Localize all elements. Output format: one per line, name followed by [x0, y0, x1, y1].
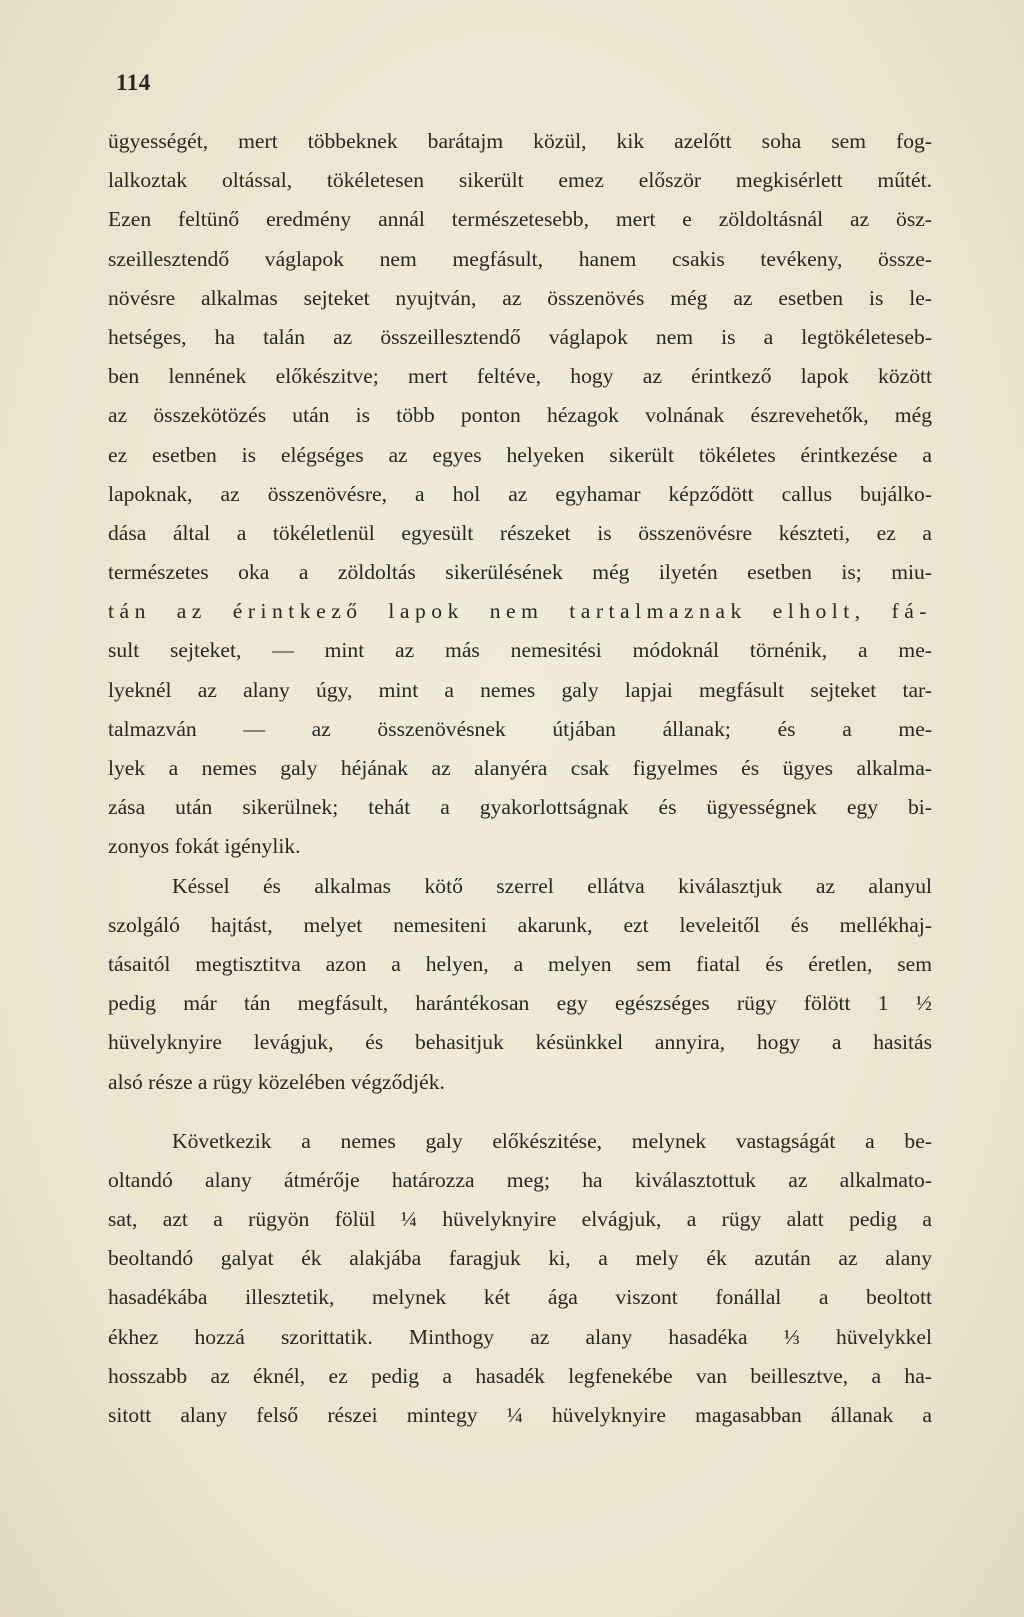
text-line: hetséges, ha talán az összeillesztendő váglapok nem is a legtökéleteseb-: [108, 324, 932, 349]
text-line: hasadékába illesztetik, melynek két ága viszont fonállal a beoltott: [108, 1285, 932, 1310]
text-line: növésre alkalmas sejteket nyujtván, az összenövés még az esetben is le-: [108, 285, 932, 310]
text-line: lyek a nemes galy héjának az alanyéra csak figyelmes és ügyes alkalma-: [108, 756, 932, 780]
text-line: pedig már tán megfásult, harántékosan egy egészséges rügy fölött 1 ½: [108, 991, 932, 1016]
paragraph-gap: [108, 1102, 932, 1122]
text-line: hüvelyknyire levágjuk, és behasitjuk késünkkel annyira, hogy a hasitás: [108, 1030, 932, 1055]
text-line: lalkoztak oltással, tökéletesen sikerült emez először megkisérlett műtét.: [108, 168, 932, 193]
text-line: szeillesztendő váglapok nem megfásult, hanem csakis tevékeny, össze-: [108, 246, 932, 271]
paragraph-2: [108, 867, 932, 1102]
text-line: ékhez hozzá szorittatik. Minthogy az alany hasadéka ⅓ hüvelykkel: [108, 1324, 932, 1349]
text-line: dása által a tökéletlenül egyesült részeket is összenövésre készteti, ez a: [108, 520, 932, 545]
body-text: [108, 122, 932, 1435]
page-number: 114: [116, 70, 151, 95]
text-line: lapoknak, az összenövésre, a hol az egyhamar képződött callus bujálko-: [108, 481, 932, 506]
text-line-spaced: tán az érintkező lapok nem tartalmaznak elholt, fá-: [108, 599, 932, 624]
text-line: zása után sikerülnek; tehát a gyakorlottságnak és ügyességnek egy bi-: [108, 795, 932, 820]
text-line: alsó része a rügy közelében végződjék.: [108, 1069, 445, 1094]
text-line: tásaitól megtisztitva azon a helyen, a melyen sem fiatal és éretlen, sem: [108, 951, 932, 976]
text-line: sult sejteket, — mint az más nemesitési módoknál törnénik, a me-: [108, 638, 932, 663]
text-line: Késsel és alkalmas kötő szerrel ellátva kiválasztjuk az alanyul: [172, 873, 932, 898]
text-line: Következik a nemes galy előkészitése, melynek vastagságát a be-: [172, 1128, 932, 1153]
text-line: az összekötözés után is több ponton hézagok volnának észrevehetők, még: [108, 403, 932, 428]
paragraph-1: [108, 122, 932, 867]
text-line: sitott alany felső részei mintegy ¼ hüvelyknyire magasabban állanak a: [108, 1403, 932, 1427]
text-line: ben lennének előkészitve; mert feltéve, hogy az érintkező lapok között: [108, 364, 932, 389]
text-line: ez esetben is elégséges az egyes helyeken sikerült tökéletes érintkezése a: [108, 442, 932, 467]
text-line: lyeknél az alany úgy, mint a nemes galy lapjai megfásult sejteket tar-: [108, 677, 932, 702]
text-line: beoltandó galyat ék alakjába faragjuk ki, a mely ék azután az alany: [108, 1246, 932, 1271]
paragraph-3: [108, 1122, 932, 1436]
text-line: természetes oka a zöldoltás sikerülésének még ilyetén esetben is; miu-: [108, 560, 932, 585]
text-line: szolgáló hajtást, melyet nemesiteni akarunk, ezt leveleitől és mellékhaj-: [108, 912, 932, 937]
text-line: talmazván — az összenövésnek útjában állanak; és a me-: [108, 716, 932, 741]
text-line: zonyos fokát igénylik.: [108, 834, 301, 859]
text-line: ügyességét, mert többeknek barátajm közül, kik azelőtt soha sem fog-: [108, 129, 932, 153]
text-line: Ezen feltünő eredmény annál természetesebb, mert e zöldoltásnál az ösz-: [108, 207, 932, 232]
text-line: oltandó alany átmérője határozza meg; ha kiválasztottuk az alkalmato-: [108, 1167, 932, 1192]
text-line: hosszabb az éknél, ez pedig a hasadék legfenekébe van beillesztve, a ha-: [108, 1363, 932, 1388]
text-line: sat, azt a rügyön fölül ¼ hüvelyknyire elvágjuk, a rügy alatt pedig a: [108, 1207, 932, 1232]
